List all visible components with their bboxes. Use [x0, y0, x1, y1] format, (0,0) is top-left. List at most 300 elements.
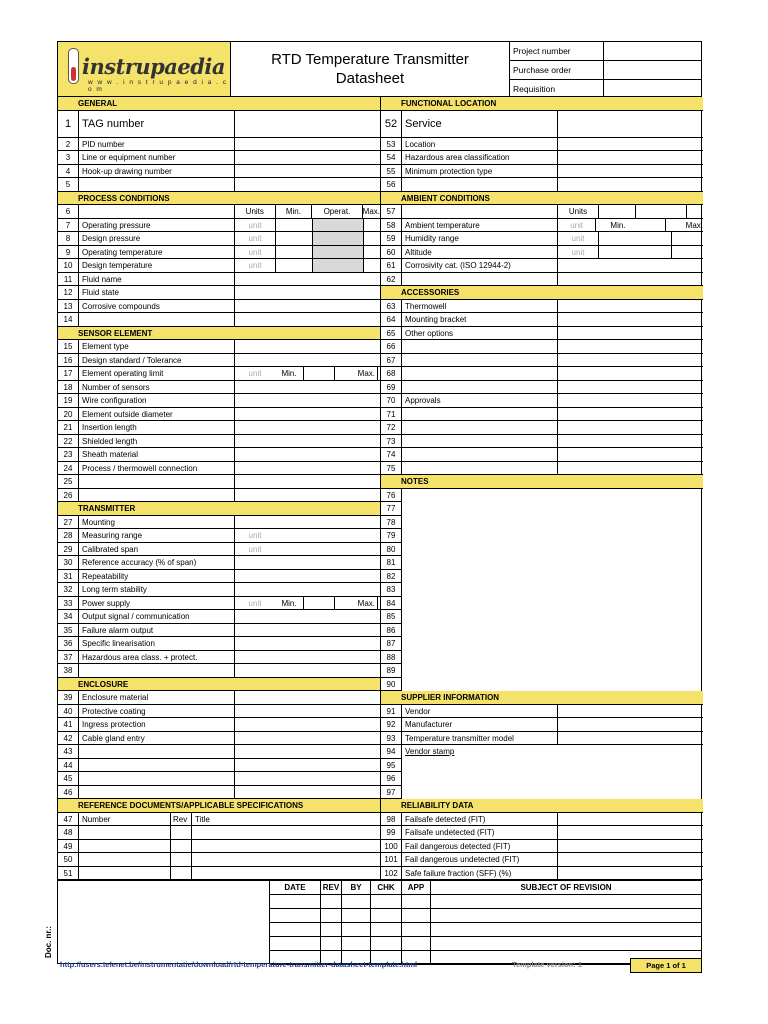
revision-cell[interactable]	[270, 937, 321, 950]
value-field[interactable]	[235, 354, 380, 367]
row-label: Fail dangerous undetected (FIT)	[402, 853, 558, 866]
row-number: 16	[58, 354, 79, 367]
revision-block	[57, 880, 702, 964]
max-field[interactable]	[672, 232, 703, 245]
value-field[interactable]	[558, 435, 703, 448]
row-label: Operating temperature	[79, 246, 235, 259]
row-label	[79, 786, 235, 799]
value-field[interactable]	[558, 178, 703, 191]
table-row	[381, 678, 703, 692]
operat-field[interactable]	[313, 232, 364, 245]
table-row	[58, 408, 380, 422]
row-number: 35	[58, 624, 79, 637]
table-row	[58, 354, 380, 368]
ref-rev[interactable]	[171, 867, 192, 880]
table-row	[58, 475, 380, 489]
unit-field[interactable]: unit	[558, 219, 596, 232]
revision-cell[interactable]	[402, 923, 431, 936]
row-number: 54	[381, 151, 402, 164]
table-row	[58, 165, 380, 179]
value-field[interactable]	[235, 462, 380, 475]
ref-number[interactable]	[79, 840, 171, 853]
section-header: ACCESSORIES	[381, 286, 703, 300]
value-field[interactable]	[235, 340, 380, 353]
table-row	[58, 718, 380, 732]
row-label	[402, 408, 558, 421]
value-field[interactable]	[235, 408, 380, 421]
table-row	[381, 313, 703, 327]
value-field[interactable]	[235, 300, 380, 313]
row-label	[402, 178, 558, 191]
table-row	[381, 867, 703, 881]
revision-row	[270, 895, 701, 909]
row-number: 96	[381, 772, 402, 786]
row-label: Approvals	[402, 394, 558, 407]
value-field[interactable]	[235, 786, 380, 799]
row-number: 76	[381, 489, 402, 503]
value-field[interactable]	[235, 313, 380, 326]
table-row	[58, 138, 380, 152]
revision-cell[interactable]	[371, 937, 402, 950]
meta-table	[510, 42, 701, 96]
ref-title[interactable]	[192, 826, 380, 839]
row-number: 56	[381, 178, 402, 191]
section-header: SUPPLIER INFORMATION	[381, 691, 703, 705]
row-number: 94	[381, 745, 402, 759]
page-indicator: Page 1 of 1	[630, 958, 702, 973]
ref-number[interactable]: Number	[79, 813, 171, 826]
row-label	[402, 354, 558, 367]
value-field[interactable]	[558, 300, 703, 313]
table-row	[58, 448, 380, 462]
table-row	[381, 111, 703, 138]
row-label: Calibrated span	[79, 543, 235, 556]
value-field[interactable]	[235, 421, 380, 434]
row-label	[402, 421, 558, 434]
table-row	[58, 462, 380, 476]
value-field[interactable]	[235, 489, 380, 502]
value-field[interactable]	[558, 448, 703, 461]
min-field[interactable]	[276, 246, 313, 259]
column-header: Operat.	[312, 205, 362, 218]
row-label	[402, 597, 405, 611]
operat-field[interactable]	[313, 259, 364, 272]
value-field[interactable]	[558, 259, 703, 272]
table-row	[381, 354, 703, 368]
purchase-order-field[interactable]	[604, 61, 701, 79]
revision-cell[interactable]	[321, 923, 342, 936]
row-number: 72	[381, 421, 402, 434]
row-number: 44	[58, 759, 79, 772]
max-field[interactable]	[364, 219, 380, 232]
footer	[57, 958, 702, 972]
row-number: 99	[381, 826, 402, 839]
row-label: Corrosive compounds	[79, 300, 235, 313]
revision-cell[interactable]	[321, 895, 342, 908]
max-field[interactable]	[364, 232, 380, 245]
row-number: 97	[381, 786, 402, 800]
min-field[interactable]: Min.	[596, 219, 665, 232]
value-field[interactable]	[235, 705, 380, 718]
unit-field[interactable]: unit	[558, 232, 599, 245]
value-field[interactable]	[235, 151, 380, 164]
row-number: 77	[381, 502, 402, 516]
section-header: SENSOR ELEMENT	[58, 327, 380, 341]
value-field[interactable]	[558, 462, 703, 475]
row-number: 41	[58, 718, 79, 731]
min-field[interactable]	[304, 597, 335, 610]
value-field[interactable]	[235, 138, 380, 151]
value-field[interactable]	[235, 759, 380, 772]
row-label: Reference accuracy (% of span)	[79, 556, 235, 569]
value-field[interactable]	[558, 151, 703, 164]
revision-cell[interactable]	[402, 895, 431, 908]
value-field[interactable]	[235, 691, 380, 704]
value-field[interactable]	[235, 435, 380, 448]
value-field[interactable]	[235, 732, 380, 745]
row-label: Element operating limit	[79, 367, 235, 380]
revision-cell[interactable]	[402, 937, 431, 950]
column-header: Max.	[362, 207, 380, 216]
table-row	[381, 705, 703, 719]
table-row	[381, 138, 703, 152]
row-number: 61	[381, 259, 402, 272]
value-field[interactable]	[558, 354, 703, 367]
row-label: Design standard / Tolerance	[79, 354, 235, 367]
min-field[interactable]	[276, 219, 313, 232]
project-number-field[interactable]	[604, 42, 701, 60]
value-field[interactable]	[558, 732, 703, 745]
ref-rev[interactable]	[171, 826, 192, 839]
ref-title[interactable]	[192, 853, 380, 866]
operat-field[interactable]	[313, 219, 364, 232]
value-field[interactable]	[558, 705, 703, 718]
row-number: 19	[58, 394, 79, 407]
table-row	[381, 651, 703, 665]
value-field[interactable]	[235, 718, 380, 731]
table-row	[58, 570, 380, 584]
row-number: 51	[58, 867, 79, 880]
value-field[interactable]	[235, 475, 380, 488]
row-number: 101	[381, 853, 402, 866]
revision-header	[270, 881, 701, 895]
row-label	[402, 772, 405, 786]
table-row	[381, 759, 703, 773]
row-label: Repeatability	[79, 570, 235, 583]
meta-label: Requisition	[510, 80, 604, 98]
revision-cell[interactable]	[342, 937, 371, 950]
row-label: Insertion length	[79, 421, 235, 434]
unit-field[interactable]: unit	[235, 232, 276, 245]
value-field[interactable]	[235, 583, 380, 596]
table-row	[58, 178, 380, 192]
row-number: 5	[58, 178, 79, 191]
row-label	[402, 381, 558, 394]
row-label	[402, 489, 405, 503]
table-row	[58, 745, 380, 759]
row-number: 49	[58, 840, 79, 853]
revision-cell[interactable]	[270, 923, 321, 936]
ref-number[interactable]	[79, 853, 171, 866]
revision-cell[interactable]	[342, 895, 371, 908]
table-row	[58, 583, 380, 597]
ref-number[interactable]	[79, 867, 171, 880]
table-row	[381, 448, 703, 462]
unit-field[interactable]: unit	[235, 259, 276, 272]
section-header: RELIABILITY DATA	[381, 799, 703, 813]
value-field[interactable]	[558, 853, 703, 866]
row-number: 40	[58, 705, 79, 718]
value-field[interactable]	[558, 381, 703, 394]
max-field[interactable]	[364, 246, 380, 259]
value-field[interactable]	[235, 624, 380, 637]
value-field[interactable]	[235, 556, 380, 569]
meta-label: Purchase order	[510, 61, 604, 79]
value-field[interactable]	[558, 840, 703, 853]
revision-cell[interactable]	[342, 923, 371, 936]
unit-field[interactable]: unit	[235, 246, 276, 259]
ref-title[interactable]	[192, 867, 380, 880]
unit-field[interactable]: unit	[235, 219, 276, 232]
column-header	[636, 205, 687, 218]
row-label: Long term stability	[79, 583, 235, 596]
revision-cell[interactable]	[371, 909, 402, 922]
value-field[interactable]	[558, 165, 703, 178]
value-field[interactable]	[235, 286, 380, 299]
min-field[interactable]	[599, 246, 672, 259]
revision-cell[interactable]	[321, 909, 342, 922]
table-row	[58, 421, 380, 435]
ref-rev[interactable]: Rev	[171, 813, 192, 826]
row-label: Vendor stamp	[405, 747, 455, 756]
table-row	[58, 664, 380, 678]
row-number: 74	[381, 448, 402, 461]
value-field[interactable]	[275, 529, 380, 542]
meta-label: Project number	[510, 42, 604, 60]
table-row	[381, 489, 703, 503]
value-field[interactable]	[558, 813, 703, 826]
value-field[interactable]	[558, 421, 703, 434]
table-row	[58, 246, 380, 260]
table-row	[381, 178, 703, 192]
value-field[interactable]	[235, 651, 380, 664]
row-label	[402, 367, 558, 380]
max-field[interactable]: Max.	[685, 220, 703, 230]
template-link[interactable]: http://users.telenet.be/instrumentatie/download/rtd-temperature-transmitter-datasheet-template.html	[60, 960, 418, 969]
row-label	[79, 178, 235, 191]
value-field[interactable]	[558, 394, 703, 407]
row-label: Measuring range	[79, 529, 235, 542]
table-row	[381, 232, 703, 246]
value-field[interactable]	[235, 516, 380, 529]
min-field[interactable]	[304, 367, 335, 380]
table-row	[381, 340, 703, 354]
revision-cell[interactable]	[431, 923, 701, 936]
row-number: 50	[58, 853, 79, 866]
row-number: 60	[381, 246, 402, 259]
revision-column-header: DATE	[270, 881, 321, 894]
table-row	[58, 273, 380, 287]
table-row	[58, 394, 380, 408]
row-number: 63	[381, 300, 402, 313]
row-label	[402, 570, 405, 584]
revision-cell[interactable]	[270, 895, 321, 908]
row-label	[402, 786, 405, 800]
value-field[interactable]	[558, 327, 703, 340]
revision-cell[interactable]	[431, 895, 701, 908]
ref-rev[interactable]	[171, 853, 192, 866]
row-label: Other options	[402, 327, 558, 340]
revision-cell[interactable]	[270, 909, 321, 922]
table-row	[58, 556, 380, 570]
table-row	[381, 205, 703, 219]
row-label: Process / thermowell connection	[79, 462, 235, 475]
table-row	[381, 421, 703, 435]
requisition-field[interactable]	[604, 80, 701, 98]
max-label: Max.	[335, 597, 378, 610]
value-field[interactable]	[275, 543, 380, 556]
value-field[interactable]	[558, 111, 703, 137]
row-label	[79, 313, 235, 326]
row-number: 11	[58, 273, 79, 286]
min-label: Min.	[275, 597, 304, 610]
row-number: 17	[58, 367, 79, 380]
value-field[interactable]	[558, 273, 703, 286]
row-number: 47	[58, 813, 79, 826]
value-field[interactable]	[235, 394, 380, 407]
unit-field[interactable]: unit	[248, 369, 262, 378]
row-label	[402, 529, 405, 543]
value-field[interactable]	[235, 772, 380, 785]
section-header: NOTES	[381, 475, 703, 489]
row-number: 55	[381, 165, 402, 178]
row-label	[79, 664, 235, 677]
row-number: 10	[58, 259, 79, 272]
row-number: 33	[58, 597, 79, 610]
row-number: 92	[381, 718, 402, 731]
row-number: 86	[381, 624, 402, 638]
row-label	[402, 678, 405, 692]
revision-cell[interactable]	[402, 909, 431, 922]
revision-row	[270, 909, 701, 923]
value-field[interactable]	[235, 745, 380, 758]
revision-cell[interactable]	[371, 923, 402, 936]
row-label	[402, 516, 405, 530]
ref-title[interactable]: Title	[195, 814, 210, 824]
row-label	[402, 583, 405, 597]
row-label: Failsafe detected (FIT)	[402, 813, 558, 826]
value-field[interactable]	[558, 718, 703, 731]
unit-field[interactable]: unit	[558, 246, 599, 259]
row-label: Safe failure fraction (SFF) (%)	[402, 867, 558, 880]
table-row	[381, 556, 703, 570]
revision-column-header: BY	[342, 881, 371, 894]
table-row	[381, 718, 703, 732]
unit-field[interactable]: unit	[248, 531, 262, 540]
revision-cell[interactable]	[342, 909, 371, 922]
revision-cell[interactable]	[371, 895, 402, 908]
min-field[interactable]	[276, 232, 313, 245]
value-field[interactable]	[235, 165, 380, 178]
table-row	[58, 205, 380, 219]
row-number: 37	[58, 651, 79, 664]
row-label: Minimum protection type	[402, 165, 558, 178]
row-number: 48	[58, 826, 79, 839]
table-row	[58, 286, 380, 300]
value-field[interactable]	[235, 637, 380, 650]
ref-number[interactable]	[79, 826, 171, 839]
row-label: Manufacturer	[402, 718, 558, 731]
value-field[interactable]	[235, 381, 380, 394]
value-field[interactable]	[558, 408, 703, 421]
value-field[interactable]	[558, 867, 703, 880]
revision-cell[interactable]	[431, 909, 701, 922]
row-number: 73	[381, 435, 402, 448]
value-field[interactable]	[235, 178, 380, 191]
row-number: 71	[381, 408, 402, 421]
ref-rev[interactable]	[171, 840, 192, 853]
max-field[interactable]	[364, 259, 380, 272]
table-row	[58, 489, 380, 503]
value-field[interactable]	[235, 610, 380, 623]
row-number: 91	[381, 705, 402, 718]
row-label: Output signal / communication	[79, 610, 235, 623]
row-number: 75	[381, 462, 402, 475]
row-number: 85	[381, 610, 402, 624]
thermometer-icon	[68, 48, 79, 84]
column-header	[599, 205, 636, 218]
value-field[interactable]	[558, 313, 703, 326]
row-label: TAG number	[79, 111, 235, 137]
row-number: 4	[58, 165, 79, 178]
row-number: 80	[381, 543, 402, 557]
min-field[interactable]	[599, 232, 672, 245]
value-field[interactable]	[235, 570, 380, 583]
value-field[interactable]	[235, 273, 380, 286]
operat-field[interactable]	[313, 246, 364, 259]
value-field[interactable]	[558, 138, 703, 151]
value-field[interactable]	[558, 367, 703, 380]
revision-cell[interactable]	[321, 937, 342, 950]
value-field[interactable]	[235, 448, 380, 461]
unit-field[interactable]: unit	[248, 598, 262, 608]
table-row	[381, 786, 703, 800]
ref-title[interactable]	[192, 840, 380, 853]
table-row	[58, 597, 380, 611]
row-number: 59	[381, 232, 402, 245]
revision-cell[interactable]	[431, 937, 701, 950]
max-field[interactable]	[672, 246, 703, 259]
unit-field[interactable]: unit	[248, 544, 262, 554]
row-label	[402, 556, 405, 570]
row-number: 67	[381, 354, 402, 367]
table-row	[381, 826, 703, 840]
value-field[interactable]	[558, 340, 703, 353]
value-field[interactable]	[235, 111, 380, 137]
min-field[interactable]	[276, 259, 313, 272]
row-number: 34	[58, 610, 79, 623]
table-row	[381, 813, 703, 827]
left-column	[58, 97, 380, 880]
row-label: Hazardous area classification	[402, 151, 558, 164]
value-field[interactable]	[558, 826, 703, 839]
row-label: Operating pressure	[79, 219, 235, 232]
row-label: Enclosure material	[79, 691, 235, 704]
value-field[interactable]	[235, 664, 380, 677]
row-number: 42	[58, 732, 79, 745]
section-header: GENERAL	[58, 97, 380, 111]
row-number: 2	[58, 138, 79, 151]
